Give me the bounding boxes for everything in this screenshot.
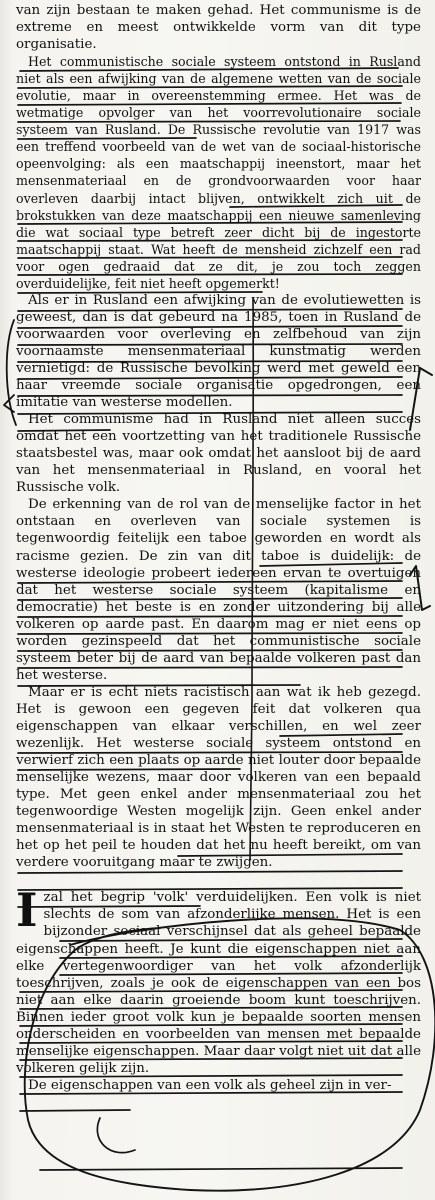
paragraph-8: De eigenschappen van een volk als geheel zijn in ver- [28, 1077, 392, 1093]
curl-stroke [97, 1118, 135, 1153]
left-tick-mark [4, 395, 14, 412]
drop-cap-letter: I [16, 883, 38, 938]
paragraph-1: van zijn bestaan te maken gehad. Het communisme is de extreme en meest ontwikkelde vorm van dit type organisatie. [16, 3, 421, 53]
paragraph-5: De erkenning van de rol van de menselijke factor in het ontstaan en overleven van sociale systemen is tegenwoordig feitelijk een taboe geworden en wordt als racisme gezien. De zin van dit taboe is duidelijk: de westerse ideologie probeert iedereen ervan te overtuigen dat het westerse sociale systeem (kapitalisme en democratie) het beste is en zonder uitzondering bij alle volkeren op aarde past. En daarom mag er niet eens op worden gezinspeeld dat het communistische sociale systeem beter bij de aard van bepaalde volkeren past dan het westerse. [16, 497, 421, 683]
paragraph-6: Maar er is echt niets racistisch aan wat ik heb gezegd. Het is gewoon een gegeven feit dat volkeren qua eigenschappen van elkaar verschillen, en wel zeer wezenlijk. Het westerse sociale systeem ontstond en verwierf zich een plaats op aarde niet louter door bepaalde menselijke wezens, maar door volkeren van een bepaald type. Met geen enkel ander mensenmateriaal zou het tegenwoordige Westen mogelijk zijn. Geen enkel ander mensenmateriaal is in staat het Westen te reproduceren en het op het peil te houden dat het nu heeft bereikt, om van verdere vooruitgang maar te zwijgen. [16, 684, 421, 871]
text-column [16, 2, 421, 1094]
paragraph-3: Als er in Rusland een afwijking van de evolutiewetten is geweest, dan is dat gebeurd na 1985, toen in Rusland de voorwaarden voor overleving en zelfbehoud van zijn voornaamste mensenmateriaal kunstmatig werden vernietigd: de Russische bevolking werd met geweld een haar vreemde sociale organisatie opgedrongen, een imitatie van westerse modellen. [16, 292, 421, 411]
paragraph-7-text: zal het begrip 'volk' verduidelijken. Een volk is niet slechts de som van afzonderlijke mensen. Het is een bijzonder sociaal verschijnsel dat als geheel bepaalde eigenschappen heeft. Je kunt die eigenschappen niet aan elke vertegenwoordiger van het volk afzonderlijk toeschrijven, zoals je ook de eigenschappen van een bos niet aan elke daarin groeiende boom kunt toeschrijven. Binnen ieder groot volk kun je bepaalde soorten mensen onderscheiden en voorbeelden van mensen met bepaalde menselijke eigenschappen. Maar daar volgt niet uit dat alle volkeren gelijk zijn. [16, 890, 421, 1076]
paragraph-4: Het communisme had in Rusland niet alleen succes omdat het een voortzetting van het traditionele Russische staatsbestel was, maar ook omdat het aansloot bij de aard van het mensenmateriaal in Rusland, en vooral het Russische volk. [16, 412, 421, 496]
paragraph-2: Het communistische sociale systeem ontstond in Rusland niet als een afwijking van de algemene wetten van de sociale evolutie, maar in overeenstemming ermee. Het was de wetmatige opvolger van het voorrevolutionaire sociale systeem van Rusland. De Russische revolutie van 1917 was een treffend voorbeeld van de wet van de sociaal-historische opeenvolging: als een maatschappij ineenstort, maar het mensenmateriaal en de grondvoorwaarden voor haar overleven daarbij intact blijven, ontwikkelt zich uit de brokstukken van deze maatschappij een nieuwe samenleving die wat sociaal type betreft zeer dicht bij de ingestorte maatschappij staat. Wat heeft de mensheid zichzelf een rad voor ogen gedraaid dat ze dit, je zou toch zeggen overduidelijke, feit niet heeft opgemerkt! [16, 54, 421, 291]
paragraph-7 [16, 883, 421, 1077]
left-bracket-mark [7, 320, 16, 425]
